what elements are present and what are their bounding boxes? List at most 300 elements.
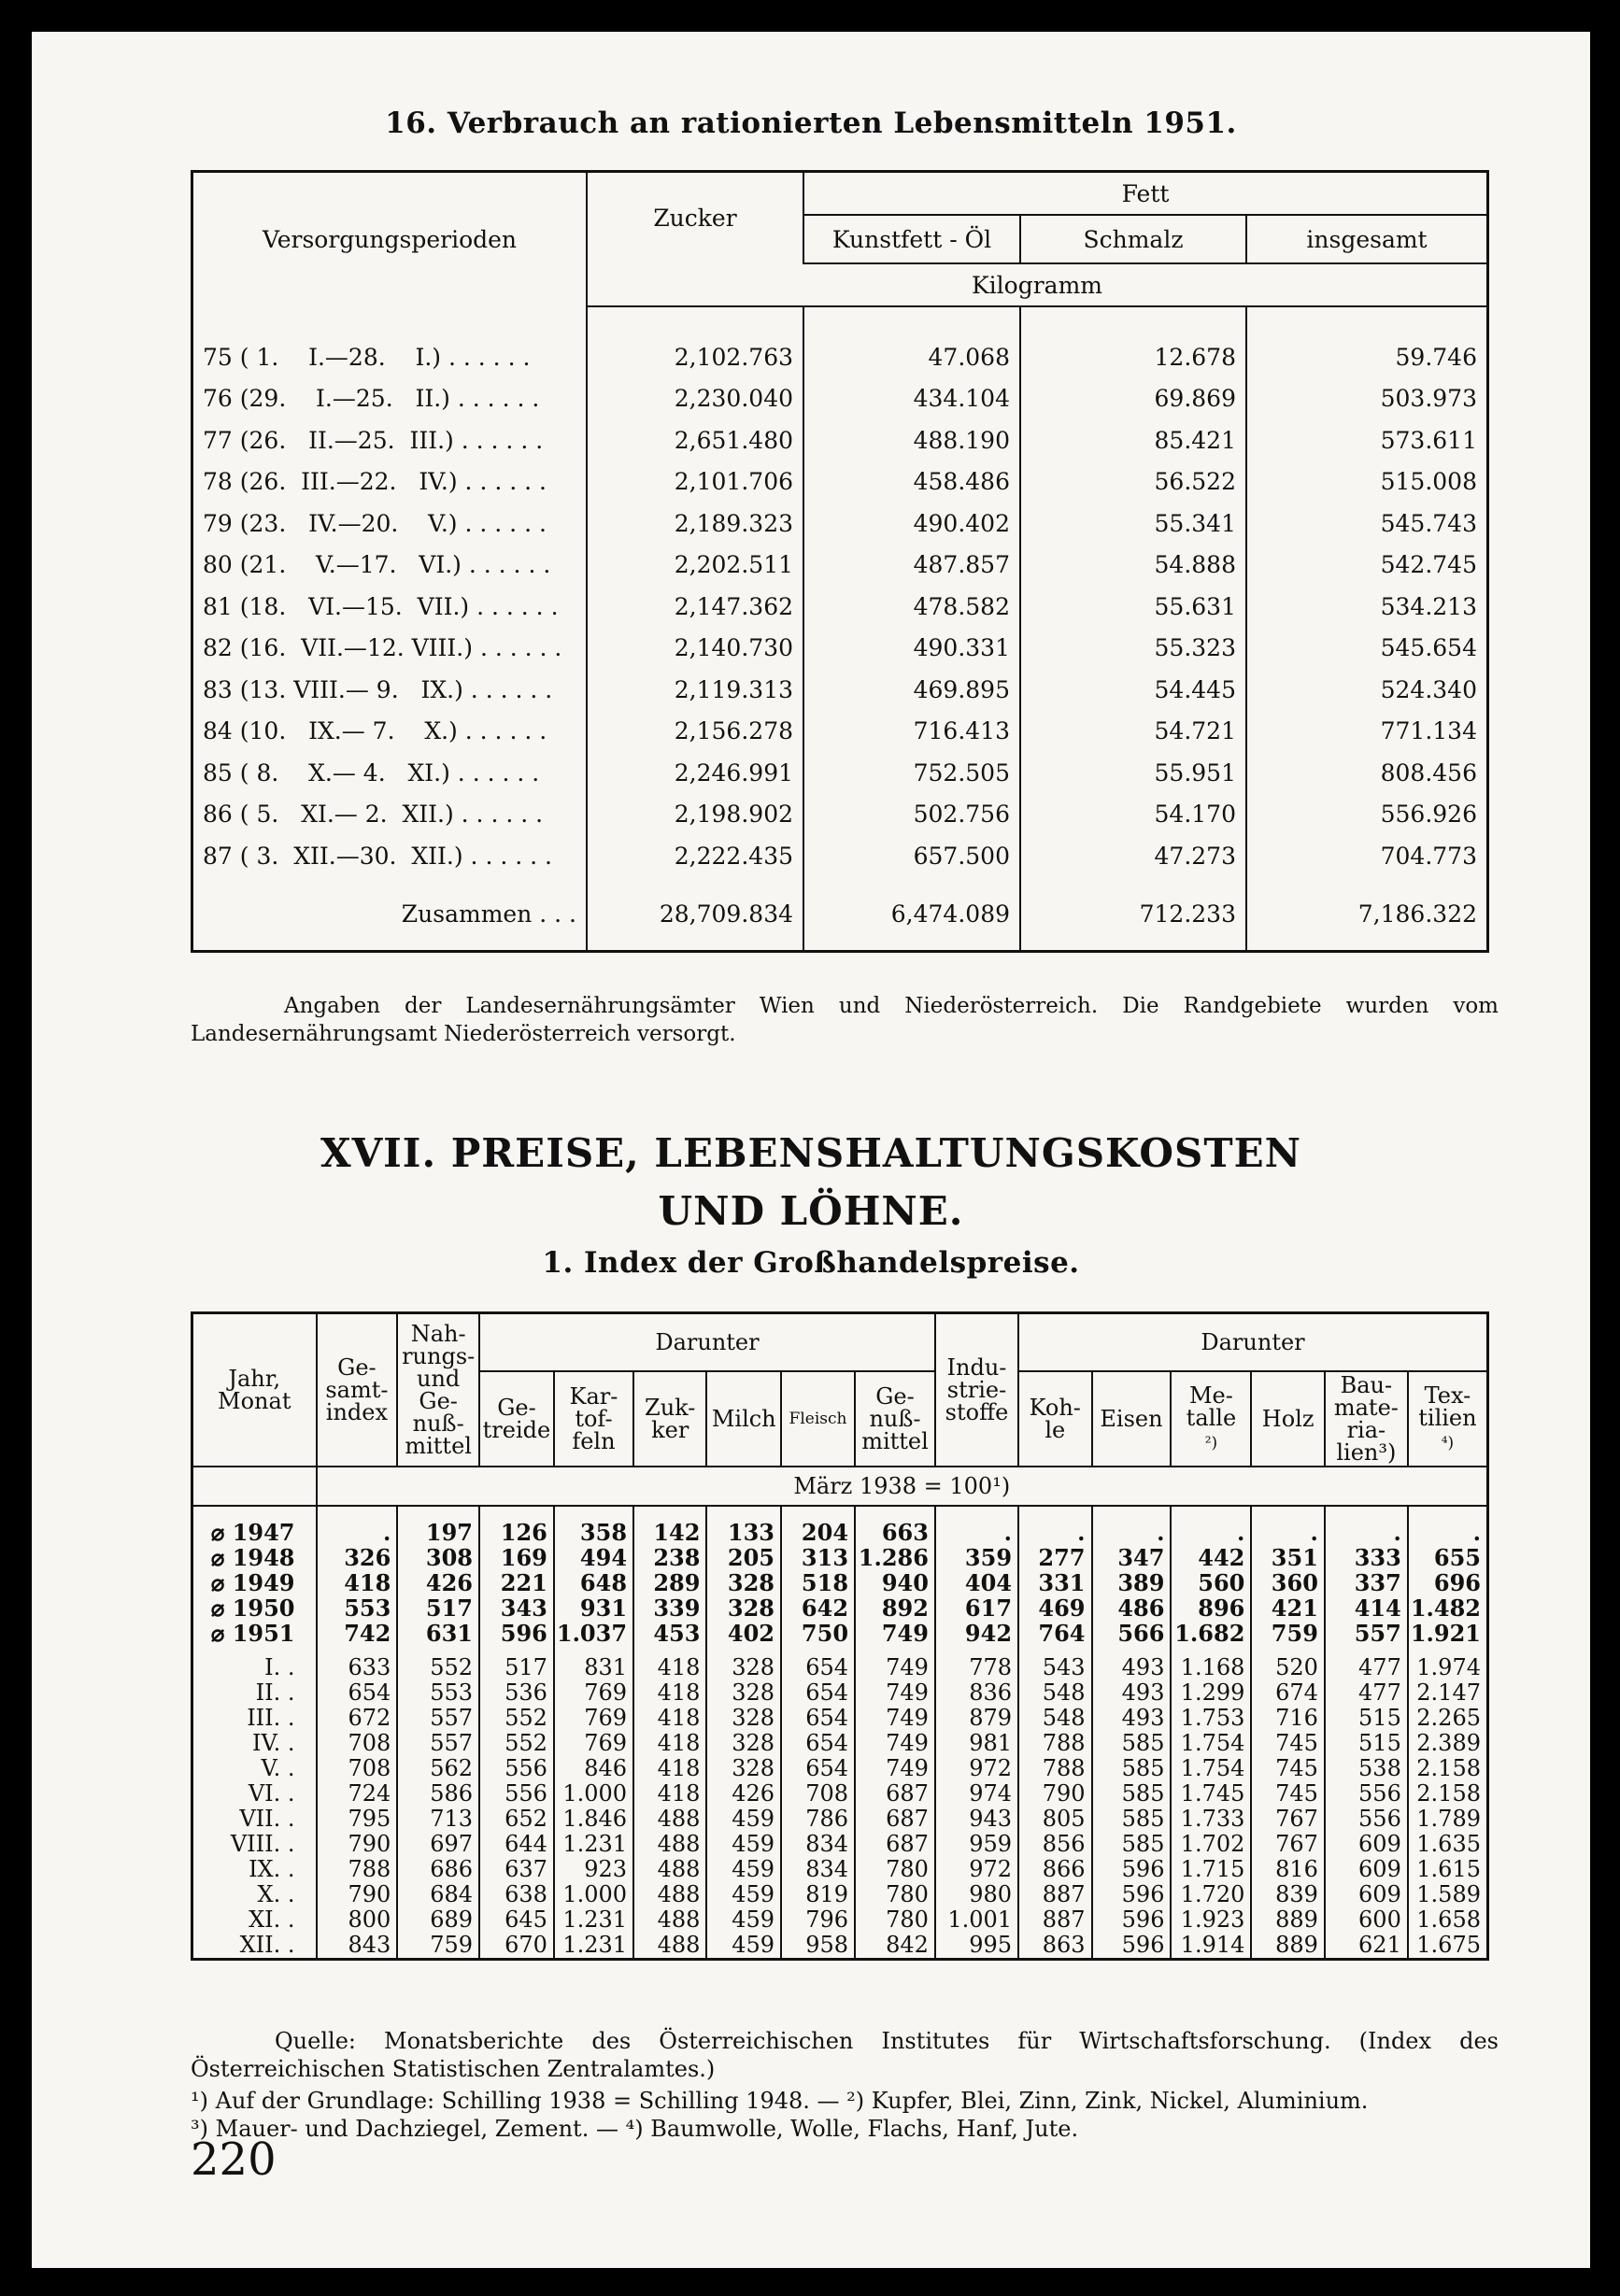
value-cell: 638 [479,1882,554,1907]
value-cell: . [1325,1506,1408,1545]
value-cell: 596 [479,1621,554,1646]
value-cell: 942 [935,1621,1018,1646]
insgesamt-cell: 542.745 [1380,551,1477,579]
period-label: 79 (23. IV.—20. V.) [203,509,458,537]
kunstfett-cell: 657.500 [803,835,1020,877]
insgesamt-cell: 534.213 [1380,592,1477,620]
value-cell: 493 [1092,1646,1172,1680]
value-cell: 552 [479,1731,554,1756]
row-label: V. . [192,1756,317,1781]
value-cell: 959 [935,1832,1018,1857]
value-cell: 585 [1092,1832,1172,1857]
table16-row [192,545,1488,587]
period-cell [192,461,588,503]
value-cell: 958 [781,1933,855,1960]
row-label: ⌀ 1949 [192,1570,317,1595]
value-cell: 2.158 [1416,1780,1481,1807]
value-cell: 552 [479,1706,554,1731]
value-cell: 328 [706,1680,781,1706]
schmalz-cell: 55.951 [1020,752,1246,794]
header-textilien [1408,1371,1488,1467]
value-cell: 672 [317,1706,398,1731]
zucker-cell: 2,189.323 [587,503,803,545]
value-cell: 800 [317,1907,398,1933]
schmalz-cell: 56.522 [1020,461,1246,503]
value-cell: 556 [1325,1781,1408,1807]
value-cell: 328 [706,1646,781,1680]
value-cell: 769 [554,1706,633,1731]
value-cell: 493 [1092,1680,1172,1706]
period-cell [192,711,588,753]
value-cell: 488 [633,1857,706,1882]
value-cell: 553 [317,1595,398,1621]
value-cell: 596 [1092,1857,1172,1882]
value-cell: 2.265 [1416,1705,1481,1731]
value-cell: 642 [781,1595,855,1621]
row-label: ⌀ 1948 [192,1545,317,1570]
value-cell: 126 [479,1506,554,1545]
value-cell: 796 [781,1907,855,1933]
value-cell: 359 [935,1545,1018,1570]
footnote-1: ¹) Auf der Grundlage: Schilling 1938 = Schilling 1948. — ²) Kupfer, Blei, Zinn, Zink, Nickel, Aluminium. [191,2088,1369,2114]
period-label: 77 (26. II.—25. III.) [203,426,454,454]
value-cell: 477 [1325,1680,1408,1706]
value-cell: 600 [1325,1907,1408,1933]
header-metalle-footnote: ²) [1204,1433,1218,1453]
value-cell: 277 [1018,1545,1091,1570]
value-cell: 2.158 [1416,1755,1481,1781]
value-cell: 596 [1092,1933,1172,1960]
header-eisen: Eisen [1092,1371,1172,1467]
value-cell: 931 [554,1595,633,1621]
value-cell: 1.702 [1171,1832,1251,1857]
table16-row [192,794,1488,836]
value-cell: 1.231 [554,1907,633,1933]
table16-row [192,586,1488,628]
period-cell [192,419,588,461]
value-cell: 1.615 [1416,1856,1481,1882]
value-cell: 221 [479,1570,554,1595]
table16-note: Angaben der Landesernährungsämter Wien und Niederösterreich. Die Randgebiete wurden vom Landesernährungsamt Niederösterreich versorgt. [191,994,1499,1046]
value-cell: 621 [1325,1933,1408,1960]
value-cell: 654 [781,1731,855,1756]
insgesamt-cell: 556.926 [1380,801,1477,829]
table16-row [192,503,1488,545]
period-label: 84 (10. IX.— 7. X.) [203,717,458,745]
value-cell: 887 [1018,1882,1091,1907]
row-label: ⌀ 1950 [192,1595,317,1621]
zucker-cell: 2,198.902 [587,794,803,836]
value-cell: 536 [479,1680,554,1706]
monthly-row [192,1646,1488,1680]
value-cell: 654 [781,1756,855,1781]
value-cell: 609 [1325,1832,1408,1857]
value-cell: 459 [706,1933,781,1960]
value-cell: . [1018,1506,1091,1545]
header-gesamt: Ge-samt-index [317,1313,398,1467]
value-cell: 687 [855,1832,935,1857]
value-cell: 585 [1092,1731,1172,1756]
table16-row [192,378,1488,420]
value-cell: 778 [935,1646,1018,1680]
value-cell: 654 [781,1646,855,1680]
value-cell: 887 [1018,1907,1091,1933]
value-cell: 585 [1092,1807,1172,1832]
value-cell: 788 [317,1857,398,1882]
value-cell: 790 [317,1882,398,1907]
value-cell: 1.921 [1410,1620,1481,1647]
insgesamt-cell: 503.973 [1380,385,1477,413]
leader-dots: . . . . . . [457,509,547,537]
value-cell: 769 [554,1680,633,1706]
schmalz-cell: 54.170 [1020,794,1246,836]
value-cell: 708 [317,1756,398,1781]
header-base: März 1938 = 100¹) [317,1467,1488,1506]
schmalz-cell: 85.421 [1020,419,1246,461]
monthly-row [192,1781,1488,1807]
value-cell: 2.147 [1416,1679,1481,1706]
insgesamt-cell: 515.008 [1380,468,1477,496]
header-metalle-label: Me-talle [1186,1382,1237,1431]
schmalz-cell: 55.323 [1020,628,1246,670]
value-cell: 289 [633,1570,706,1595]
value-cell: 843 [317,1933,398,1960]
header-darunter-b: Darunter [1018,1313,1487,1372]
monthly-row [192,1680,1488,1706]
value-cell: 1.037 [554,1621,633,1646]
value-cell: 347 [1092,1545,1172,1570]
zucker-cell: 2,156.278 [587,711,803,753]
value-cell: 889 [1251,1907,1325,1933]
value-cell: 759 [1251,1621,1325,1646]
value-cell: 749 [855,1646,935,1680]
value-cell: 205 [706,1545,781,1570]
row-label: III. . [192,1706,317,1731]
table16-row [192,669,1488,711]
value-cell: 1.286 [855,1545,935,1570]
value-cell: 1.001 [935,1907,1018,1933]
period-label: 87 ( 3. XII.—30. XII.) [203,842,463,870]
value-cell: 780 [855,1857,935,1882]
table1-footnotes [191,2087,1499,2143]
zucker-cell: 2,119.313 [587,669,803,711]
leader-dots: . . . . . . [457,468,547,496]
value-cell: 515 [1325,1706,1408,1731]
value-cell: 2.389 [1416,1730,1481,1756]
header-holz: Holz [1251,1371,1325,1467]
value-cell: 339 [633,1595,706,1621]
header-kohle: Koh-le [1018,1371,1091,1467]
schmalz-cell: 54.888 [1020,545,1246,587]
value-cell: 889 [1251,1933,1325,1960]
value-cell: 486 [1092,1595,1172,1621]
row-label: XI. . [192,1907,317,1933]
total-label: Zusammen . . . [192,894,588,936]
value-cell: 943 [935,1807,1018,1832]
value-cell: 767 [1251,1832,1325,1857]
value-cell: 585 [1092,1781,1172,1807]
monthly-row [192,1857,1488,1882]
leader-dots: . . . . . . [473,634,562,662]
value-cell: 418 [633,1706,706,1731]
header-schmalz: Schmalz [1020,215,1246,263]
leader-dots: . . . . . . [453,426,544,454]
period-cell [192,835,588,877]
zucker-cell: 2,140.730 [587,628,803,670]
value-cell: 708 [781,1781,855,1807]
value-cell: 1.231 [554,1933,633,1960]
value-cell: 795 [317,1807,398,1832]
value-cell: 674 [1251,1680,1325,1706]
leader-dots: . . . . . . [457,717,547,745]
insgesamt-cell: 524.340 [1380,675,1477,703]
value-cell: 764 [1018,1621,1091,1646]
header-unit: Kilogramm [587,263,1488,306]
row-label: ⌀ 1951 [192,1621,317,1646]
annual-row [192,1595,1488,1621]
insgesamt-cell: 573.611 [1380,426,1477,454]
kunstfett-cell: 478.582 [803,586,1020,628]
value-cell: . [1171,1506,1251,1545]
period-label: 82 (16. VII.—12. VIII.) [203,634,474,662]
value-cell: 749 [855,1680,935,1706]
value-cell: 453 [633,1621,706,1646]
insgesamt-cell: 704.773 [1380,842,1477,870]
value-cell: 351 [1251,1545,1325,1570]
value-cell: 749 [855,1731,935,1756]
zucker-cell: 2,102.763 [587,336,803,378]
value-cell: 790 [317,1832,398,1857]
value-cell: 557 [397,1706,479,1731]
total-schmalz: 712.233 [1020,894,1246,936]
annual-row [192,1621,1488,1646]
schmalz-cell: 12.678 [1020,336,1246,378]
value-cell: 842 [855,1933,935,1960]
table16-row [192,835,1488,877]
value-cell: 459 [706,1882,781,1907]
value-cell: 631 [397,1621,479,1646]
header-kartoffeln: Kar-tof-feln [554,1371,633,1467]
table1-title: 1. Index der Großhandelspreise. [542,1246,1080,1280]
value-cell: 617 [935,1595,1018,1621]
value-cell: 995 [935,1933,1018,1960]
value-cell: 442 [1171,1545,1251,1570]
total-insgesamt: 7,186.322 [1357,900,1477,928]
value-cell: 1.635 [1416,1831,1481,1857]
header-genuss: Ge-nuß-mittel [855,1371,935,1467]
page [32,32,1590,2268]
value-cell: 670 [479,1933,554,1960]
header-metalle [1171,1371,1251,1467]
value-cell: 488 [633,1933,706,1960]
value-cell: 708 [317,1731,398,1756]
value-cell: 553 [397,1680,479,1706]
value-cell: 585 [1092,1756,1172,1781]
kunstfett-cell: 47.068 [803,336,1020,378]
value-cell: 1.589 [1416,1881,1481,1907]
row-label: IV. . [192,1731,317,1756]
value-cell: 654 [781,1706,855,1731]
schmalz-cell: 54.445 [1020,669,1246,711]
value-cell: . [935,1506,1018,1545]
leader-dots: . . . . . . [441,343,531,371]
value-cell: 654 [317,1680,398,1706]
monthly-row [192,1882,1488,1907]
leader-dots: . . . . . . [462,842,552,870]
value-cell: 1.846 [554,1807,633,1832]
value-cell: . [317,1506,398,1545]
period-cell [192,752,588,794]
value-cell: 337 [1325,1570,1408,1595]
value-cell: 788 [1018,1756,1091,1781]
value-cell: 1.715 [1171,1857,1251,1882]
row-label: VIII. . [192,1832,317,1857]
value-cell: 596 [1092,1907,1172,1933]
value-cell: 308 [397,1545,479,1570]
value-cell: 805 [1018,1807,1091,1832]
value-cell: 609 [1325,1857,1408,1882]
value-cell: 972 [935,1857,1018,1882]
value-cell: 648 [554,1570,633,1595]
value-cell: 328 [706,1595,781,1621]
value-cell: 767 [1251,1807,1325,1832]
value-cell: 402 [706,1621,781,1646]
value-cell: 724 [317,1781,398,1807]
section-heading [32,1125,1590,1240]
value-cell: 1.923 [1171,1907,1251,1933]
value-cell: 836 [935,1680,1018,1706]
total-zucker: 28,709.834 [587,894,803,936]
value-cell: 834 [781,1832,855,1857]
value-cell: 418 [633,1680,706,1706]
table16 [191,170,1489,953]
value-cell: 831 [554,1646,633,1680]
insgesamt-cell: 808.456 [1380,758,1477,787]
kunstfett-cell: 487.857 [803,545,1020,587]
value-cell: 459 [706,1907,781,1933]
leader-dots: . . . . . . [462,675,553,703]
monthly-row [192,1807,1488,1832]
header-fleisch: Fleisch [781,1371,855,1467]
period-label: 85 ( 8. X.— 4. XI.) [203,758,450,787]
value-cell: 1.168 [1171,1646,1251,1680]
value-cell: 697 [397,1832,479,1857]
value-cell: 645 [479,1907,554,1933]
period-cell [192,669,588,711]
value-cell: 663 [855,1506,935,1545]
period-cell [192,503,588,545]
value-cell: 556 [479,1756,554,1781]
value-cell: . [1472,1519,1481,1546]
value-cell: 1.675 [1416,1932,1481,1958]
value-cell: 459 [706,1807,781,1832]
row-label: IX. . [192,1857,317,1882]
row-label: XII. . [192,1933,317,1960]
kunstfett-cell: 488.190 [803,419,1020,461]
value-cell: 517 [397,1595,479,1621]
value-cell: 418 [633,1731,706,1756]
value-cell: 742 [317,1621,398,1646]
monthly-row [192,1832,1488,1857]
value-cell: 488 [633,1907,706,1933]
value-cell: 389 [1092,1570,1172,1595]
kunstfett-cell: 716.413 [803,711,1020,753]
value-cell: 1.733 [1171,1807,1251,1832]
header-nahrung: Nah-rungs- und Ge-nuß-mittel [397,1313,479,1467]
total-kunstfett: 6,474.089 [803,894,1020,936]
value-cell: 493 [1092,1706,1172,1731]
value-cell: 972 [935,1756,1018,1781]
value-cell: 819 [781,1882,855,1907]
period-label: 80 (21. V.—17. VI.) [203,551,462,579]
header-jahr: Jahr, Monat [192,1313,317,1467]
monthly-row [192,1731,1488,1756]
leader-dots: . . . . . . [449,758,540,787]
value-cell: 816 [1251,1857,1325,1882]
value-cell: 834 [781,1857,855,1882]
row-label: VI. . [192,1781,317,1807]
value-cell: 896 [1171,1595,1251,1621]
value-cell: 548 [1018,1706,1091,1731]
period-label: 83 (13. VIII.— 9. IX.) [203,675,463,703]
header-kunstfett: Kunstfett - Öl [803,215,1020,263]
value-cell: 866 [1018,1857,1091,1882]
insgesamt-cell: 545.743 [1380,509,1477,537]
value-cell: 879 [935,1706,1018,1731]
value-cell: 1.745 [1171,1781,1251,1807]
value-cell: 426 [706,1781,781,1807]
value-cell: 892 [855,1595,935,1621]
value-cell: 421 [1251,1595,1325,1621]
value-cell: 637 [479,1857,554,1882]
monthly-row [192,1706,1488,1731]
header-zucker1: Zuk-ker [633,1371,706,1467]
value-cell: 238 [633,1545,706,1570]
value-cell: 609 [1325,1882,1408,1907]
value-cell: 750 [781,1621,855,1646]
value-cell: 1.658 [1416,1906,1481,1933]
header-industrie: Indu-strie-stoffe [935,1313,1018,1467]
value-cell: . [1251,1506,1325,1545]
value-cell: 644 [479,1832,554,1857]
value-cell: 426 [397,1570,479,1595]
value-cell: 1.231 [554,1832,633,1857]
row-label: II. . [192,1680,317,1706]
value-cell: 786 [781,1807,855,1832]
value-cell: 586 [397,1781,479,1807]
value-cell: 328 [706,1706,781,1731]
period-cell [192,794,588,836]
value-cell: 557 [397,1731,479,1756]
annual-row [192,1545,1488,1570]
value-cell: 652 [479,1807,554,1832]
period-cell [192,336,588,378]
header-baumaterialien: Bau-mate-ria-lien³) [1325,1371,1408,1467]
value-cell: 749 [855,1756,935,1781]
value-cell: 749 [855,1621,935,1646]
value-cell: 418 [633,1781,706,1807]
table16-row [192,461,1488,503]
leader-dots: . . . . . . [449,385,540,413]
schmalz-cell: 47.273 [1020,835,1246,877]
leader-dots: . . . . . . [469,592,559,620]
value-cell: 313 [781,1545,855,1570]
value-cell: 759 [397,1933,479,1960]
monthly-row [192,1907,1488,1933]
leader-dots: . . . . . . [461,551,551,579]
row-label: I. . [192,1646,317,1680]
value-cell: 633 [317,1646,398,1680]
